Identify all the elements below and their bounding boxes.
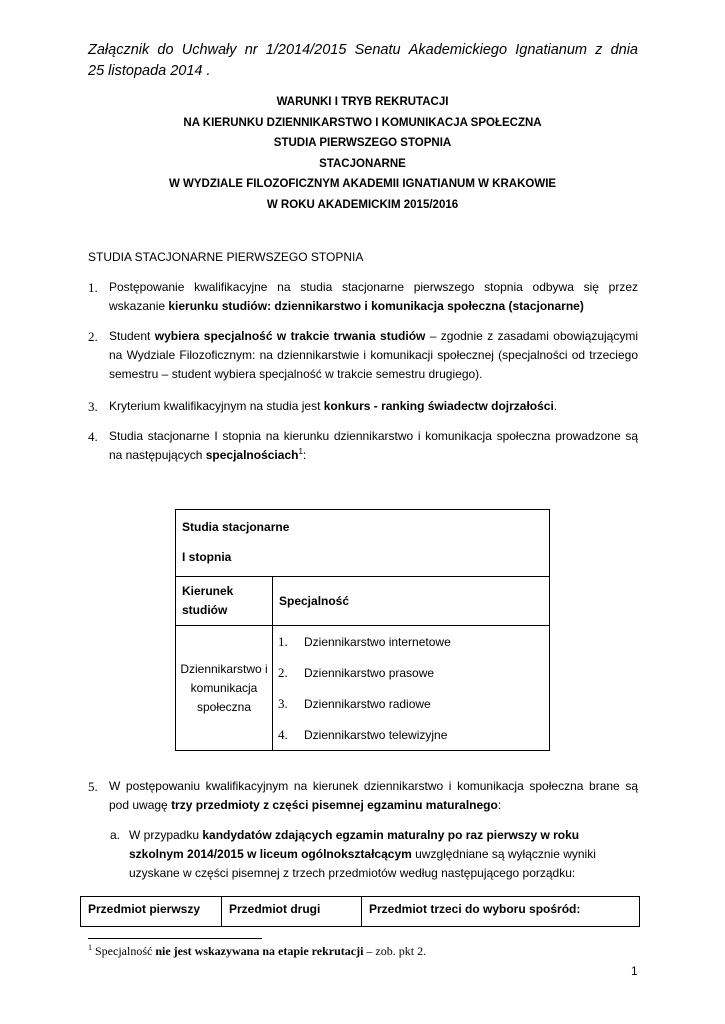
sub-item-a: a. W przypadku kandydatów zdających egzamin maturalny po raz pierwszy w roku szkolnym 2014/2015 w liceum ogólnokształcącym uwzględniane są wyłącznie wyniki uzyskane w części pisemnej z trzech przedmiotów według następującego porządku:: [110, 828, 596, 880]
field-of-study-cell: Dziennikarstwo i komunikacja społeczna: [176, 626, 273, 751]
col-kierunek-header: Kierunek studiów: [176, 577, 273, 626]
document-title: WARUNKI I TRYB REKRUTACJI NA KIERUNKU DZIENNIKARSTWO I KOMUNIKACJA SPOŁECZNA STUDIA PIERWSZEGO STOPNIA STACJONARNE W WYDZIALE FILOZOFICZNYM AKADEMII IGNATIANUM W KRAKOWIE W ROKU AKADEMICKIM 2015/2016: [168, 96, 557, 211]
list-item: 3. Dziennikarstwo radiowe: [278, 695, 431, 711]
specializations-list: [273, 626, 549, 750]
footnote: $^1$ Specjalność nie jest wskazywana na etapie rekrutacji – zob. pkt 2.: [88, 943, 427, 958]
document-header: [88, 40, 638, 82]
footnote-separator: [88, 938, 262, 939]
list-item-3: 3. Kryterium kwalifikacyjnym na studia jest konkurs - ranking świadectw dojrzałości.: [88, 399, 558, 414]
subject-first-header: Przedmiot pierwszy: [81, 897, 222, 927]
subject-second-header: Przedmiot drugi: [222, 897, 362, 927]
specializations-table: [175, 509, 550, 751]
header-line-2: 25 listopada 2014 .: [88, 63, 211, 79]
col-specjalnosc-header: Specjalność: [273, 577, 550, 626]
list-item-2: 2. Student wybiera specjalność w trakcie trwania studiów – zgodnie z zasadami obowiązującymi na Wydziale Filozoficznym: na dziennikarstwie i komunikacji społecznej (specjalności od trzeciego semestru – student wybiera specjalność w trakcie semestru drugiego).: [88, 329, 638, 381]
section-heading: STUDIA STACJONARNE PIERWSZEGO STOPNIA: [88, 250, 364, 264]
subject-third-header: Przedmiot trzeci do wyboru spośród:: [362, 897, 640, 927]
list-item: 4. Dziennikarstwo telewizyjne: [278, 726, 448, 742]
list-item: 1. Dziennikarstwo internetowe: [278, 633, 451, 649]
list-item-4: 4. Studia stacjonarne I stopnia na kierunku dziennikarstwo i komunikacja społeczna prowadzone są na następujących specjalnościach$^1$:: [88, 429, 638, 462]
header-line-1: Załącznik do Uchwały nr 1/2014/2015 Senatu Akademickiego Ignatianum z dnia: [88, 42, 638, 58]
specializations-cell: [273, 626, 550, 751]
spec-table-header: Studia stacjonarne I stopnia: [176, 510, 550, 577]
list-item-1: 1. Postępowanie kwalifikacyjne na studia stacjonarne pierwszego stopnia odbywa się przez wskazanie kierunku studiów: dziennikarstwo i komunikacja społeczna (stacjonarne): [88, 280, 638, 313]
list-item: 2. Dziennikarstwo prasowe: [278, 664, 435, 680]
list-item-5: 5. W postępowaniu kwalifikacyjnym na kierunek dziennikarstwo i komunikacja społeczna brane są pod uwagę trzy przedmioty z części pisemnej egzaminu maturalnego:: [88, 779, 638, 812]
page-number: 1: [631, 964, 638, 978]
subjects-table: [80, 896, 640, 927]
footnote-ref: 1: [298, 447, 303, 456]
